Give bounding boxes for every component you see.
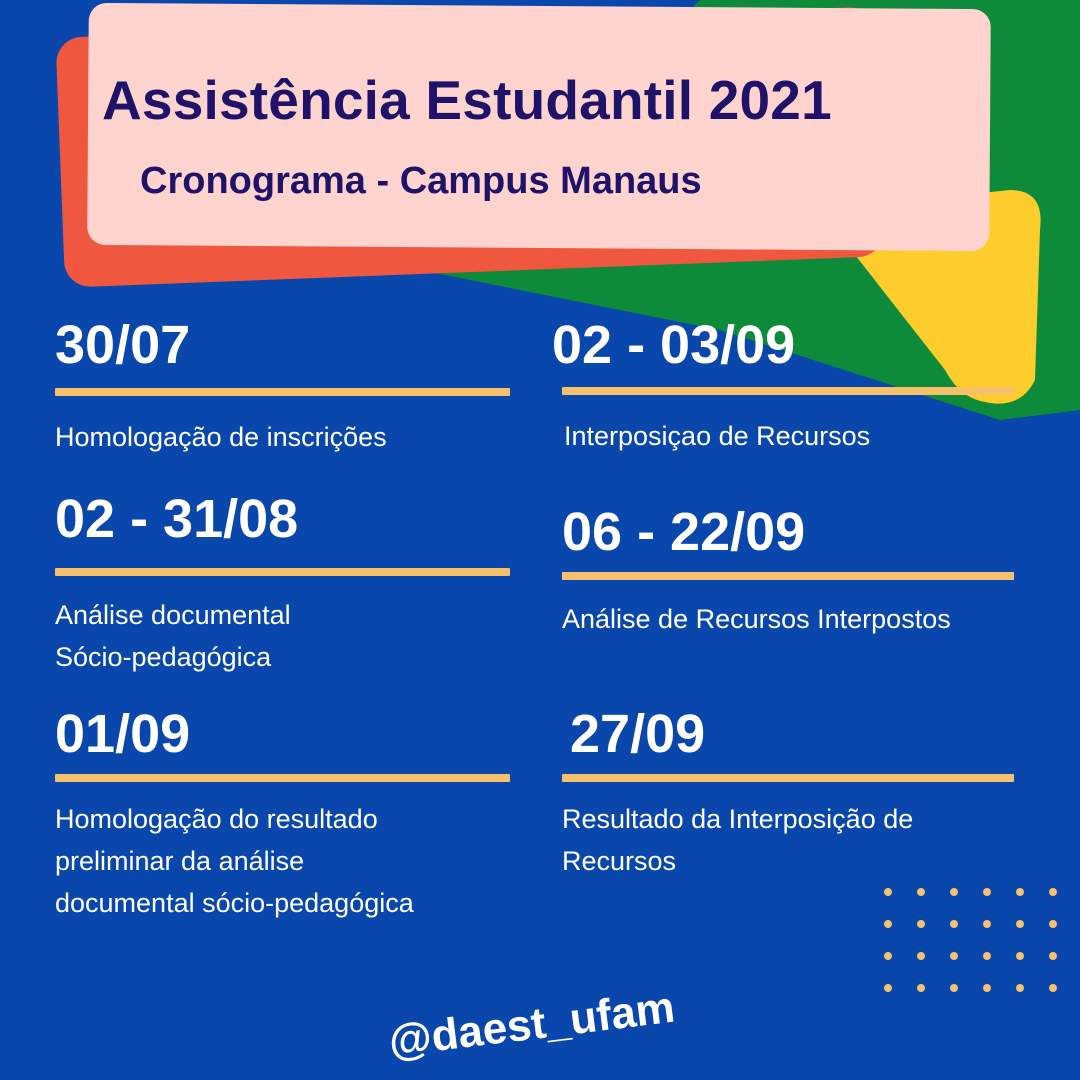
event-description: Resultado da Interposição de Recursos xyxy=(562,804,914,876)
event-item xyxy=(55,489,510,678)
page-subtitle: Cronograma - Campus Manaus xyxy=(140,160,702,202)
divider xyxy=(562,572,1014,580)
event-date: 27/09 xyxy=(570,704,706,764)
event-description: Homologação de inscrições xyxy=(55,422,387,452)
event-description: Homologação do resultado preliminar da análise documental sócio-pedagógica xyxy=(55,804,414,918)
divider xyxy=(55,774,510,782)
divider xyxy=(55,568,510,576)
event-date: 06 - 22/09 xyxy=(562,502,806,562)
divider xyxy=(562,387,1014,395)
event-item xyxy=(562,704,1014,882)
dot-grid-decoration xyxy=(876,880,1076,1000)
event-description: Análise de Recursos Interpostos xyxy=(562,604,951,634)
event-item xyxy=(55,315,510,458)
divider xyxy=(562,774,1014,782)
event-description: Análise documental Sócio-pedagógica xyxy=(55,600,291,672)
event-date: 02 - 03/09 xyxy=(552,315,796,375)
event-item xyxy=(562,502,1014,640)
divider xyxy=(55,388,510,396)
social-handle: @daest_ufam xyxy=(386,982,678,1067)
page-title: Assistência Estudantil 2021 xyxy=(102,69,832,131)
event-item xyxy=(552,315,1014,457)
event-date: 01/09 xyxy=(55,704,191,764)
event-date: 30/07 xyxy=(55,315,191,375)
event-description: Interposiçao de Recursos xyxy=(564,421,871,451)
event-item xyxy=(55,704,510,924)
event-date: 02 - 31/08 xyxy=(55,489,299,549)
